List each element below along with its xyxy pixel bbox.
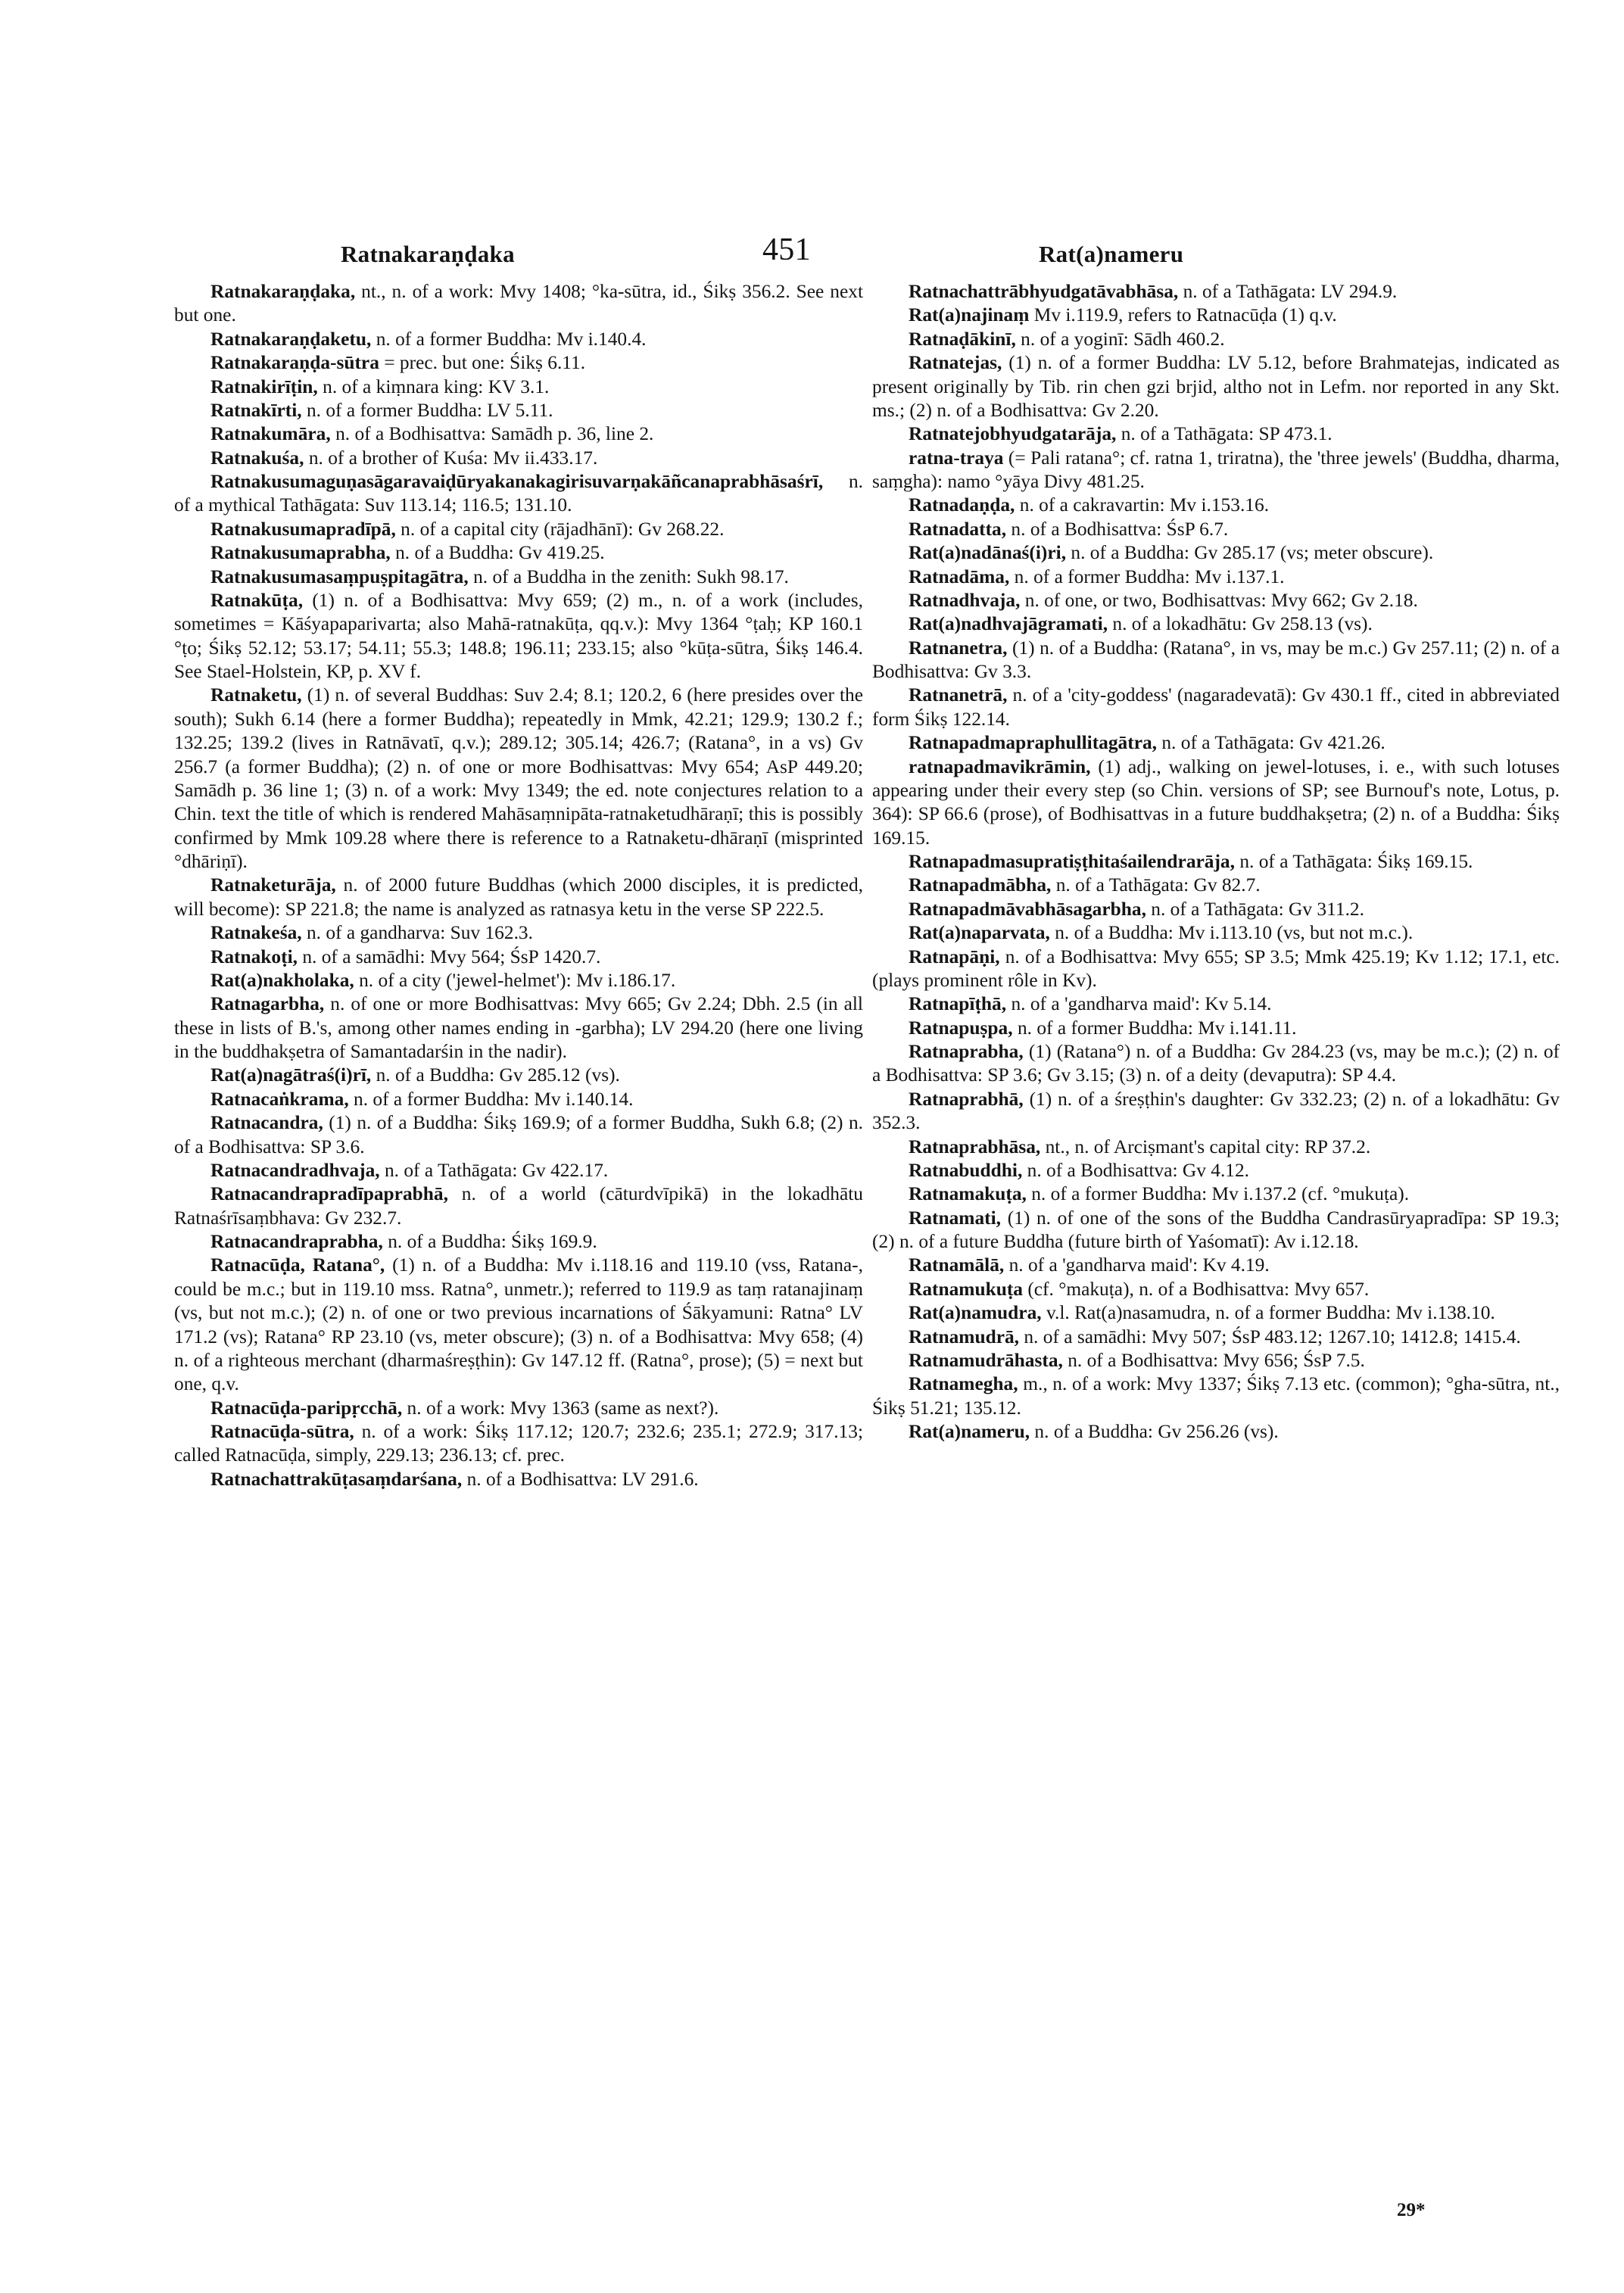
entry-headword: Rat(a)nakholaka,: [210, 969, 354, 991]
entry-definition: n. of a city ('jewel-helmet'): Mv i.186.17.: [354, 969, 676, 991]
entry-headword: Rat(a)namudra,: [909, 1302, 1042, 1324]
entry-headword: Ratnapadmābha,: [909, 874, 1052, 896]
dictionary-entry: [174, 1159, 863, 1182]
dictionary-entry: [872, 541, 1560, 565]
entry-headword: Ratnamudrā,: [909, 1326, 1020, 1347]
dictionary-entry: [872, 422, 1560, 446]
entry-headword: Ratnadāma,: [909, 565, 1010, 587]
entry-headword: Ratnatejas,: [909, 352, 1002, 374]
dictionary-entry: [872, 612, 1560, 636]
dictionary-entry: [174, 1064, 863, 1087]
entry-definition: n. of a Bodhisattva: LV 291.6.: [462, 1468, 699, 1490]
entry-headword: Ratnakuśa,: [210, 447, 304, 469]
entry-definition: m., n. of a work: Mvy 1337; Śikṣ 7.13 etc. (common); °gha-sūtra, nt., Śikṣ 51.21; 135.12.: [872, 1373, 1560, 1419]
entry-definition: n. of a Bodhisattva: Gv 4.12.: [1022, 1159, 1250, 1181]
entry-headword: Ratnakusumaguṇasāgaravaiḍūryakanakagirisuvarṇakāñcanaprabhāsaśrī,: [210, 471, 824, 492]
dictionary-entry: [872, 1182, 1560, 1206]
dictionary-entry: [872, 874, 1560, 897]
entry-definition: (1) adj., walking on jewel-lotuses, i. e., with such lotuses appearing under their every step (so Chin. versions of SP; see Burnouf's note, Lotus, p. 364): SP 66.6 (prose), of Bodhisattvas in a future buddhakṣetra; (2) n. of a Buddha: Śikṣ 169.15.: [872, 756, 1560, 849]
entry-definition: (= Pali ratana°; cf. ratna 1, triratna), the 'three jewels' (Buddha, dharma, saṃgha): namo °yāya Divy 481.25.: [872, 447, 1560, 492]
entry-definition: n. of a cakravartin: Mv i.153.16.: [1015, 494, 1270, 516]
dictionary-entry: [872, 1159, 1560, 1182]
entry-definition: (1) n. of a Buddha: Śikṣ 169.9; of a former Buddha, Sukh 6.8; (2) n. of a Bodhisattva: SP 3.6.: [174, 1112, 863, 1157]
entry-definition: (1) n. of a Buddha: (Ratana°, in vs, may be m.c.) Gv 257.11; (2) n. of a Bodhisattva: Gv 3.3.: [872, 637, 1560, 682]
entry-headword: Ratnapīṭhā,: [909, 993, 1007, 1015]
entry-definition: n. of a former Buddha: Mv i.140.4.: [371, 328, 647, 350]
entry-headword: Ratnaprabha,: [909, 1041, 1024, 1062]
entry-headword: Ratnakusumaprabha,: [210, 542, 391, 564]
dictionary-entry: [872, 756, 1560, 851]
entry-definition: (cf. °makuṭa), n. of a Bodhisattva: Mvy 657.: [1022, 1278, 1370, 1300]
dictionary-entry: [174, 399, 863, 422]
entry-definition: n. of a capital city (rājadhānī): Gv 268.22.: [395, 518, 725, 540]
entry-headword: Ratnakīrti,: [210, 399, 302, 421]
entry-headword: Ratnadaṇḍa,: [909, 494, 1015, 516]
entry-definition: n. of a 'city-goddess' (nagaradevatā): Gv 430.1 ff., cited in abbreviated form Śikṣ 122.14.: [872, 684, 1560, 730]
dictionary-entry: [872, 447, 1560, 494]
dictionary-entry: [174, 992, 863, 1064]
dictionary-entry: [872, 1254, 1560, 1277]
dictionary-entry: [174, 422, 863, 446]
entry-headword: Ratnakumāra,: [210, 423, 331, 445]
entry-definition: n. of a Tathāgata: LV 294.9.: [1178, 281, 1398, 302]
entry-definition: (1) n. of one of the sons of the Buddha Candrasūryapradīpa: SP 19.3; (2) n. of a future Buddha (future birth of Yaśomatī): Av i.12.18.: [872, 1207, 1560, 1252]
entry-headword: Ratnaprabhāsa,: [909, 1136, 1041, 1157]
page-number: 451: [762, 232, 811, 267]
entry-headword: Ratnakaraṇḍa-sūtra: [210, 352, 379, 374]
entry-headword: Rat(a)najinaṃ: [909, 304, 1030, 326]
running-head-left: Ratnakaraṇḍaka: [341, 241, 515, 267]
entry-headword: Ratnacandra,: [210, 1112, 323, 1134]
dictionary-entry: [872, 589, 1560, 612]
entry-definition: n. of a world (cāturdvīpikā) in the lokadhātu Ratnaśrīsaṃbhava: Gv 232.7.: [174, 1183, 863, 1229]
entry-definition: n. of a work: Mvy 1363 (same as next?).: [402, 1397, 719, 1419]
dictionary-entry: [174, 470, 863, 518]
entry-definition: n. of a Tathāgata: Gv 422.17.: [379, 1159, 609, 1181]
printer-signature: 29*: [1397, 2200, 1426, 2220]
entry-headword: Ratnakirīṭin,: [210, 375, 318, 397]
dictionary-entry: [872, 1278, 1560, 1301]
dictionary-entry: [174, 375, 863, 399]
entry-headword: Ratnakaraṇḍaka,: [210, 281, 356, 302]
dictionary-entry: [872, 1136, 1560, 1159]
dictionary-entry: [174, 1397, 863, 1420]
dictionary-entry: [872, 565, 1560, 589]
dictionary-entry: [872, 1301, 1560, 1325]
right-column: [872, 280, 1560, 1444]
dictionary-entry: [872, 304, 1560, 327]
entry-definition: n. of a lokadhātu: Gv 258.13 (vs).: [1108, 613, 1373, 635]
dictionary-entry: [872, 1420, 1560, 1444]
dictionary-entry: [872, 946, 1560, 993]
dictionary-entry: [174, 541, 863, 565]
dictionary-entry: [174, 565, 863, 589]
entry-definition: n. of one, or two, Bodhisattvas: Mvy 662; Gv 2.18.: [1020, 589, 1418, 611]
entry-headword: Ratnapadmāvabhāsagarbha,: [909, 898, 1146, 920]
entry-headword: Ratnapadmasupratiṣṭhitaśailendrarāja,: [909, 851, 1235, 872]
entry-definition: v.l. Rat(a)nasamudra, n. of a former Buddha: Mv i.138.10.: [1041, 1302, 1495, 1324]
entry-definition: n. of a former Buddha: Mv i.137.2 (cf. °mukuṭa).: [1026, 1183, 1410, 1205]
dictionary-entry: [872, 328, 1560, 351]
entry-definition: (1) n. of several Buddhas: Suv 2.4; 8.1; 120.2, 6 (here presides over the south); Sukh 6.14 (here a former Buddha); repeatedly in Mmk, 42.21; 129.9; 130.2 f.; 132.25; 139.2 (lives in Ratnāvatī, q.v.); 289.12; 305.14; 426.7; (Ratana°, in a vs) Gv 256.7 (a former Buddha); (2) n. of one or more Bodhisattvas: Mvy 654; AsP 449.20; Samādh p. 36 line 1; (3) n. of a work: Mvy 1349; the ed. note conjectures relation to a Chin. text the title of which is rendered Mahāsaṃnipāta-ratnaketudhāraṇī; this is possibly confirmed by Mmk 109.28 where there is reference to a Ratnaketu-dhāraṇī (misprinted °dhāriṇī).: [174, 684, 863, 872]
dictionary-entry: [174, 1254, 863, 1396]
entry-headword: Ratnaḍākinī,: [909, 328, 1016, 350]
entry-headword: Ratnamegha,: [909, 1373, 1018, 1395]
dictionary-entry: [872, 518, 1560, 541]
entry-headword: Ratnamālā,: [909, 1254, 1005, 1276]
entry-headword: Rat(a)nameru,: [909, 1421, 1030, 1442]
dictionary-entry: [174, 1088, 863, 1111]
entry-headword: Ratnanetra,: [909, 637, 1008, 659]
entry-definition: n. of a Tathāgata: Śikṣ 169.15.: [1234, 851, 1473, 872]
entry-headword: Ratnacandrapradīpaprabhā,: [210, 1183, 448, 1205]
entry-definition: n. of a Tathāgata: SP 473.1.: [1116, 423, 1333, 445]
dictionary-entry: [872, 992, 1560, 1016]
dictionary-entry: [174, 589, 863, 684]
entry-headword: Ratnachattrābhyudgatāvabhāsa,: [909, 281, 1179, 302]
entry-definition: n. of a former Buddha: Mv i.140.14.: [348, 1088, 634, 1110]
entry-headword: Ratnapadmapraphullitagātra,: [909, 732, 1158, 754]
entry-headword: Rat(a)nagātraś(i)rī,: [210, 1064, 372, 1086]
entry-definition: n. of a samādhi: Mvy 507; ŚsP 483.12; 1267.10; 1412.8; 1415.4.: [1019, 1326, 1521, 1347]
entry-definition: n. of a Buddha: Mv i.113.10 (vs, but not m.c.).: [1049, 922, 1414, 944]
entry-definition: n. of a 'gandharva maid': Kv 4.19.: [1004, 1254, 1270, 1276]
dictionary-entry: [872, 921, 1560, 945]
entry-definition: = prec. but one: Śikṣ 6.11.: [379, 352, 586, 374]
entry-definition: n. of a Bodhisattva: ŚsP 6.7.: [1006, 518, 1229, 540]
dictionary-entry: [872, 1207, 1560, 1254]
entry-headword: Ratnakeśa,: [210, 922, 302, 944]
entry-definition: (1) n. of a Buddha: Mv i.118.16 and 119.10 (vss, Ratana-, could be m.c.; but in 119.10 mss. Ratna°, unmetr.); referred to 119.9 as taṃ ratanajinaṃ (vs, but not m.c.); (2) n. of one or two previous incarnations of Śākyamuni: Ratna° LV 171.2 (vs); Ratana° RP 23.10 (vs, meter obscure); (3) n. of a Bodhisattva: Mvy 658; (4) n. of a righteous merchant (dharmaśreṣṭhin): Gv 147.12 ff. (Ratna°, prose); (5) = next but one, q.v.: [174, 1254, 863, 1395]
entry-definition: n. of a former Buddha: LV 5.11.: [301, 399, 553, 421]
entry-headword: Rat(a)naparvata,: [909, 922, 1050, 944]
entry-headword: Ratnaketu,: [210, 684, 302, 706]
entry-headword: Ratnamati,: [909, 1207, 1002, 1229]
dictionary-entry: [174, 874, 863, 921]
dictionary-entry: [872, 731, 1560, 755]
dictionary-entry: [872, 280, 1560, 304]
entry-definition: n. of a Tathāgata: Gv 311.2.: [1146, 898, 1364, 920]
dictionary-entry: [174, 518, 863, 541]
entry-headword: Ratnaprabhā,: [909, 1088, 1024, 1110]
entry-headword: Ratnapuṣpa,: [909, 1017, 1013, 1039]
entry-definition: n. of a former Buddha: Mv i.137.1.: [1009, 565, 1285, 587]
entry-headword: Ratnakusumapradīpā,: [210, 518, 396, 540]
entry-headword: Ratnadatta,: [909, 518, 1007, 540]
entry-headword: Ratnamudrāhasta,: [909, 1349, 1063, 1371]
entry-headword: Ratnabuddhi,: [909, 1159, 1023, 1181]
entry-headword: Ratnapāṇi,: [909, 946, 1000, 967]
entry-definition: n. of a former Buddha: Mv i.141.11.: [1012, 1017, 1297, 1039]
dictionary-entry: [872, 850, 1560, 874]
dictionary-entry: [872, 637, 1560, 684]
entry-headword: Ratnaketurāja,: [210, 874, 336, 896]
dictionary-entry: [872, 684, 1560, 731]
entry-definition: n. of a Buddha: Gv 285.12 (vs).: [371, 1064, 620, 1086]
entry-headword: ratna-traya: [909, 447, 1004, 469]
dictionary-entry: [872, 351, 1560, 422]
entry-headword: Ratnacandradhvaja,: [210, 1159, 380, 1181]
entry-headword: Rat(a)nadānaś(i)ri,: [909, 542, 1067, 564]
dictionary-entry: [174, 1230, 863, 1254]
dictionary-entry: [174, 1182, 863, 1230]
entry-headword: Ratnakoṭi,: [210, 946, 298, 967]
entry-definition: (1) n. of a śreṣṭhin's daughter: Gv 332.23; (2) n. of a lokadhātu: Gv 352.3.: [872, 1088, 1560, 1134]
dictionary-entry: [174, 684, 863, 874]
entry-headword: Ratnacaṅkrama,: [210, 1088, 349, 1110]
dictionary-entry: [872, 1349, 1560, 1372]
entry-definition: n. of a work: Śikṣ 117.12; 120.7; 232.6; 235.1; 272.9; 317.13; called Ratnacūḍa, simply, 229.13; 236.13; cf. prec.: [174, 1421, 863, 1466]
dictionary-entry: [872, 1040, 1560, 1088]
dictionary-entry: [872, 1017, 1560, 1040]
entry-definition: Mv i.119.9, refers to Ratnacūḍa (1) q.v.: [1029, 304, 1337, 326]
dictionary-entry: [174, 921, 863, 945]
entry-definition: (1) n. of a former Buddha: LV 5.12, before Brahmatejas, indicated as present originally by Tib. rin chen gzi brjid, altho not in Lefm. nor reported in any Skt. ms.; (2) n. of a Bodhisattva: Gv 2.20.: [872, 352, 1560, 421]
entry-definition: n. of a yoginī: Sādh 460.2.: [1015, 328, 1225, 350]
entry-headword: ratnapadmavikrāmin,: [909, 756, 1091, 777]
entry-definition: n. of a Tathāgata: Gv 421.26.: [1157, 732, 1386, 754]
entry-definition: n. of a samādhi: Mvy 564; ŚsP 1420.7.: [297, 946, 601, 967]
entry-headword: Ratnacūḍa-sūtra,: [210, 1421, 354, 1442]
entry-headword: Ratnadhvaja,: [909, 589, 1021, 611]
entry-headword: Rat(a)nadhvajāgramati,: [909, 613, 1108, 635]
dictionary-entry: [174, 447, 863, 470]
dictionary-entry: [174, 1111, 863, 1159]
entry-definition: n. of a Tathāgata: Gv 82.7.: [1051, 874, 1261, 896]
dictionary-entry: [872, 1088, 1560, 1136]
entry-definition: n. of a brother of Kuśa: Mv ii.433.17.: [304, 447, 598, 469]
dictionary-entry: [174, 280, 863, 328]
entry-headword: Ratnachattrakūṭasaṃdarśana,: [210, 1468, 463, 1490]
entry-headword: Ratnanetrā,: [909, 684, 1008, 706]
entry-definition: n. of 2000 future Buddhas (which 2000 disciples, it is predicted, will become): SP 221.8; the name is analyzed as ratnasya ketu in the verse SP 222.5.: [174, 874, 863, 920]
entry-definition: n. of a Buddha: Gv 419.25.: [390, 542, 605, 564]
entry-definition: nt., n. of Arciṣmant's capital city: RP 37.2.: [1040, 1136, 1371, 1157]
entry-definition: (1) n. of a Bodhisattva: Mvy 659; (2) m., n. of a work (includes, sometimes = Kāśyapaparivarta; also Mahā-ratnakūṭa, qq.v.): Mvy 1364 °ṭaḥ; KP 160.1 °ṭo; Śikṣ 52.12; 53.17; 54.11; 55.3; 148.8; 196.11; 233.15; also °kūṭa-sūtra, Śikṣ 146.4. See Stael-Holstein, KP, p. XV f.: [174, 589, 863, 682]
entry-headword: Ratnacūḍa, Ratana°,: [210, 1254, 385, 1276]
entry-headword: Ratnamukuṭa: [909, 1278, 1023, 1300]
left-column: [174, 280, 863, 1491]
entry-definition: n. of one or more Bodhisattvas: Mvy 665; Gv 2.24; Dbh. 2.5 (in all these in lists of B.'s, among other names ending in -garbha); LV 294.20 (here one living in the buddhakṣetra of Samantadarśin in the nadir).: [174, 993, 863, 1062]
entry-headword: Ratnatejobhyudgatarāja,: [909, 423, 1117, 445]
entry-headword: Ratnagarbha,: [210, 993, 325, 1015]
entry-headword: Ratnakūṭa,: [210, 589, 304, 611]
dictionary-entry: [174, 328, 863, 351]
entry-definition: nt., n. of a work: Mvy 1408; °ka-sūtra, id., Śikṣ 356.2. See next but one.: [174, 281, 863, 326]
entry-headword: Ratnakaraṇḍaketu,: [210, 328, 372, 350]
entry-headword: Ratnamakuṭa,: [909, 1183, 1027, 1205]
dictionary-entry: [872, 1326, 1560, 1349]
running-head-right: Rat(a)nameru: [1039, 241, 1184, 267]
entry-definition: n. of a Buddha: Śikṣ 169.9.: [382, 1231, 597, 1252]
entry-headword: Ratnacūḍa-paripṛcchā,: [210, 1397, 403, 1419]
entry-definition: n. of a mythical Tathāgata: Suv 113.14; 116.5; 131.10.: [174, 471, 863, 516]
dictionary-entry: [174, 351, 863, 375]
dictionary-entry: [174, 1468, 863, 1491]
entry-definition: n. of a kiṃnara king: KV 3.1.: [317, 375, 550, 397]
entry-definition: (1) (Ratana°) n. of a Buddha: Gv 284.23 (vs, may be m.c.); (2) n. of a Bodhisattva: SP 3.6; Gv 3.15; (3) n. of a deity (devaputra): SP 4.4.: [872, 1041, 1560, 1086]
dictionary-entry: [872, 1372, 1560, 1420]
dictionary-entry: [872, 898, 1560, 921]
dictionary-entry: [872, 494, 1560, 517]
entry-headword: Ratnacandraprabha,: [210, 1231, 383, 1252]
entry-definition: n. of a Buddha: Gv 256.26 (vs).: [1030, 1421, 1279, 1442]
entry-definition: n. of a Bodhisattva: Mvy 656; ŚsP 7.5.: [1062, 1349, 1365, 1371]
entry-definition: n. of a 'gandharva maid': Kv 5.14.: [1006, 993, 1272, 1015]
entry-headword: Ratnakusumasaṃpuṣpitagātra,: [210, 565, 469, 587]
entry-definition: n. of a Buddha in the zenith: Sukh 98.17.: [468, 565, 789, 587]
dictionary-entry: [174, 969, 863, 992]
entry-definition: n. of a Bodhisattva: Samādh p. 36, line 2.: [330, 423, 654, 445]
dictionary-entry: [174, 1420, 863, 1468]
entry-definition: n. of a Bodhisattva: Mvy 655; SP 3.5; Mmk 425.19; Kv 1.12; 17.1, etc. (plays prominent rôle in Kv).: [872, 946, 1560, 991]
dictionary-entry: [174, 946, 863, 969]
entry-definition: n. of a Buddha: Gv 285.17 (vs; meter obscure).: [1066, 542, 1434, 564]
entry-definition: n. of a gandharva: Suv 162.3.: [301, 922, 533, 944]
